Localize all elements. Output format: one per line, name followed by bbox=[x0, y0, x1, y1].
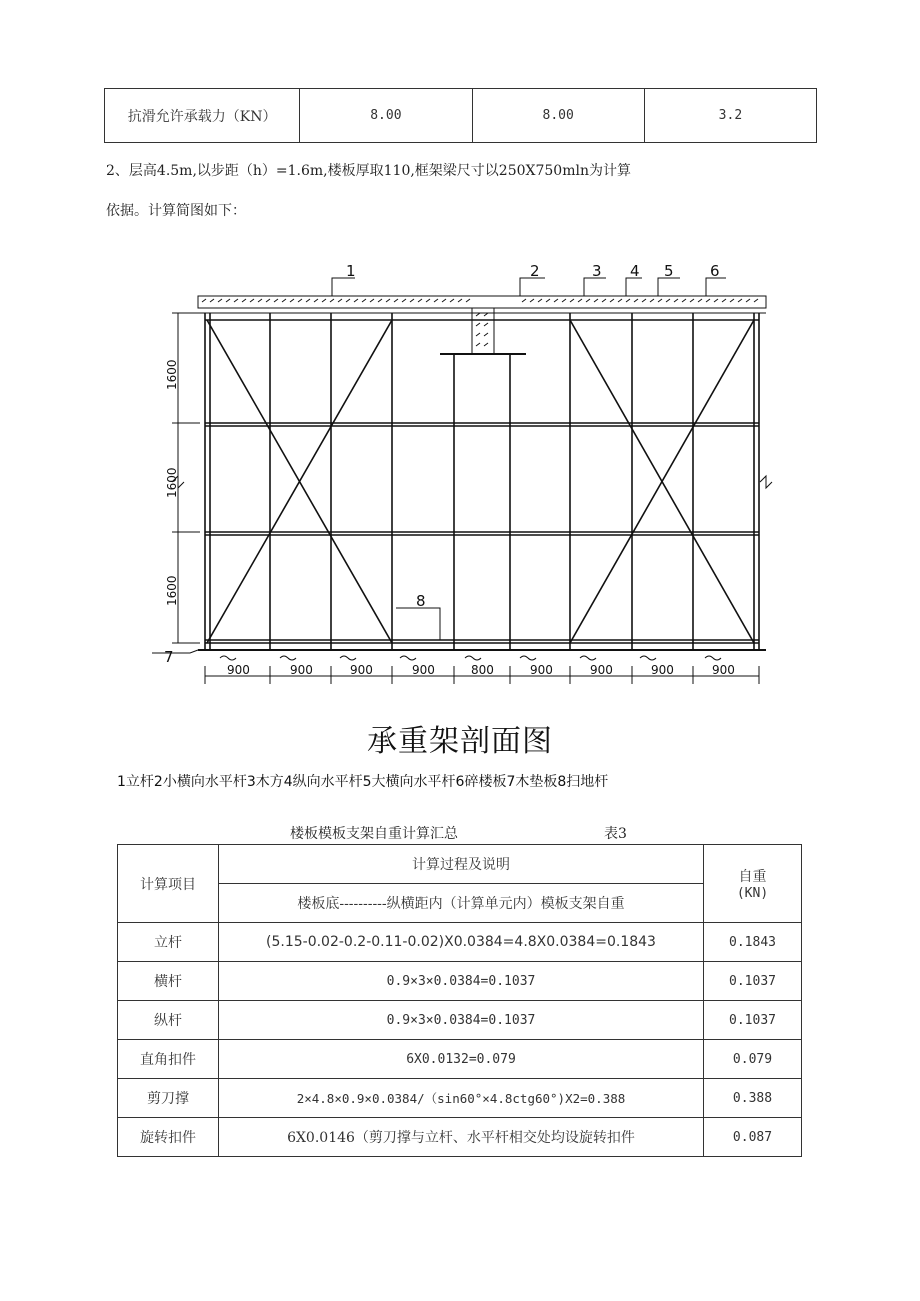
top-table-value: 8.00 bbox=[472, 89, 644, 143]
row-item: 直角扣件 bbox=[118, 1040, 219, 1079]
ground-hatch bbox=[220, 656, 721, 660]
callout-2: 2 bbox=[530, 262, 540, 280]
callout-8: 8 bbox=[416, 592, 426, 610]
bottom-dim-label: 900 bbox=[227, 663, 250, 677]
header-weight bbox=[704, 845, 802, 923]
callout-6: 6 bbox=[710, 262, 720, 280]
row-item: 剪刀撑 bbox=[118, 1079, 219, 1118]
row-weight: 0.1037 bbox=[704, 962, 802, 1001]
table-row bbox=[118, 923, 802, 962]
row-item: 立杆 bbox=[118, 923, 219, 962]
top-table-value: 3.2 bbox=[644, 89, 816, 143]
callout-5: 5 bbox=[664, 262, 674, 280]
top-table bbox=[104, 88, 817, 143]
table-caption: 楼板模板支架自重计算汇总 bbox=[290, 826, 458, 842]
table-row bbox=[118, 1001, 802, 1040]
bottom-dim-label: 900 bbox=[651, 663, 674, 677]
scissor-braces bbox=[207, 320, 754, 643]
header-process: 计算过程及说明 bbox=[219, 845, 704, 884]
top-table-value: 8.00 bbox=[300, 89, 472, 143]
diagram-title: 承重架剖面图 bbox=[367, 724, 553, 759]
row-process: 6X0.0132=0.079 bbox=[219, 1040, 704, 1079]
left-dim-label: 1600 bbox=[165, 359, 179, 390]
ledgers bbox=[205, 320, 759, 643]
row-weight: 0.079 bbox=[704, 1040, 802, 1079]
standards bbox=[205, 313, 759, 650]
row-item: 横杆 bbox=[118, 962, 219, 1001]
bottom-dim-label: 900 bbox=[290, 663, 313, 677]
header-sub: 楼板底----------纵横距内（计算单元内）模板支架自重 bbox=[219, 884, 704, 923]
row-item: 纵杆 bbox=[118, 1001, 219, 1040]
header-weight-label: 自重 bbox=[738, 869, 767, 885]
table-header-row bbox=[118, 845, 802, 884]
callout-4: 4 bbox=[630, 262, 640, 280]
callout-1: 1 bbox=[346, 262, 356, 280]
row-process: 6X0.0146（剪刀撑与立杆、水平杆相交处均设旋转扣件 bbox=[219, 1118, 704, 1157]
row-weight: 0.388 bbox=[704, 1079, 802, 1118]
table-row bbox=[118, 1079, 802, 1118]
paragraph-line-2: 依据。计算简图如下： bbox=[106, 203, 246, 219]
row-weight: 0.1843 bbox=[704, 923, 802, 962]
slab bbox=[198, 296, 766, 308]
left-dim-label: 1600 bbox=[165, 467, 179, 498]
diagram-legend: 1立杆2小横向水平杆3木方4纵向水平杆5大横向水平杆6碎楼板7木垫板8扫地杆 bbox=[117, 774, 609, 790]
slab-hatch bbox=[202, 299, 758, 302]
table-row bbox=[118, 962, 802, 1001]
row-process: 2×4.8×0.9×0.0384/（sin60°×4.8ctg60°)X2=0.388 bbox=[219, 1079, 704, 1118]
row-process: 0.9×3×0.0384=0.1037 bbox=[219, 1001, 704, 1040]
bottom-dim-label: 900 bbox=[350, 663, 373, 677]
paragraph-line-1: 2、层高4.5m,以步距（h）=1.6m,楼板厚取110,框架梁尺寸以250X750mln为计算 bbox=[106, 163, 631, 179]
bottom-dim-label: 900 bbox=[530, 663, 553, 677]
top-table-label: 抗滑允许承载力（KN） bbox=[105, 89, 300, 143]
callout-7: 7 bbox=[164, 648, 174, 666]
table-header-row bbox=[118, 884, 802, 923]
table-row bbox=[118, 1118, 802, 1157]
header-weight-unit: (KN) bbox=[736, 886, 769, 901]
bottom-dim-label: 800 bbox=[471, 663, 494, 677]
table-row bbox=[118, 1040, 802, 1079]
callout-3: 3 bbox=[592, 262, 602, 280]
frame-beam bbox=[472, 308, 494, 354]
row-process: 0.9×3×0.0384=0.1037 bbox=[219, 962, 704, 1001]
row-weight: 0.1037 bbox=[704, 1001, 802, 1040]
left-dim-label: 1600 bbox=[165, 575, 179, 606]
table-row bbox=[105, 89, 817, 143]
scaffold-section-diagram bbox=[150, 258, 790, 688]
bottom-dim-label: 900 bbox=[412, 663, 435, 677]
calc-table bbox=[117, 844, 802, 1157]
row-process: (5.15-0.02-0.2-0.11-0.02)X0.0384=4.8X0.0384=0.1843 bbox=[219, 923, 704, 962]
bottom-dim-label: 900 bbox=[712, 663, 735, 677]
header-item: 计算项目 bbox=[118, 845, 219, 923]
bottom-dim-label: 900 bbox=[590, 663, 613, 677]
table-number: 表3 bbox=[604, 826, 627, 842]
row-weight: 0.087 bbox=[704, 1118, 802, 1157]
row-item: 旋转扣件 bbox=[118, 1118, 219, 1157]
